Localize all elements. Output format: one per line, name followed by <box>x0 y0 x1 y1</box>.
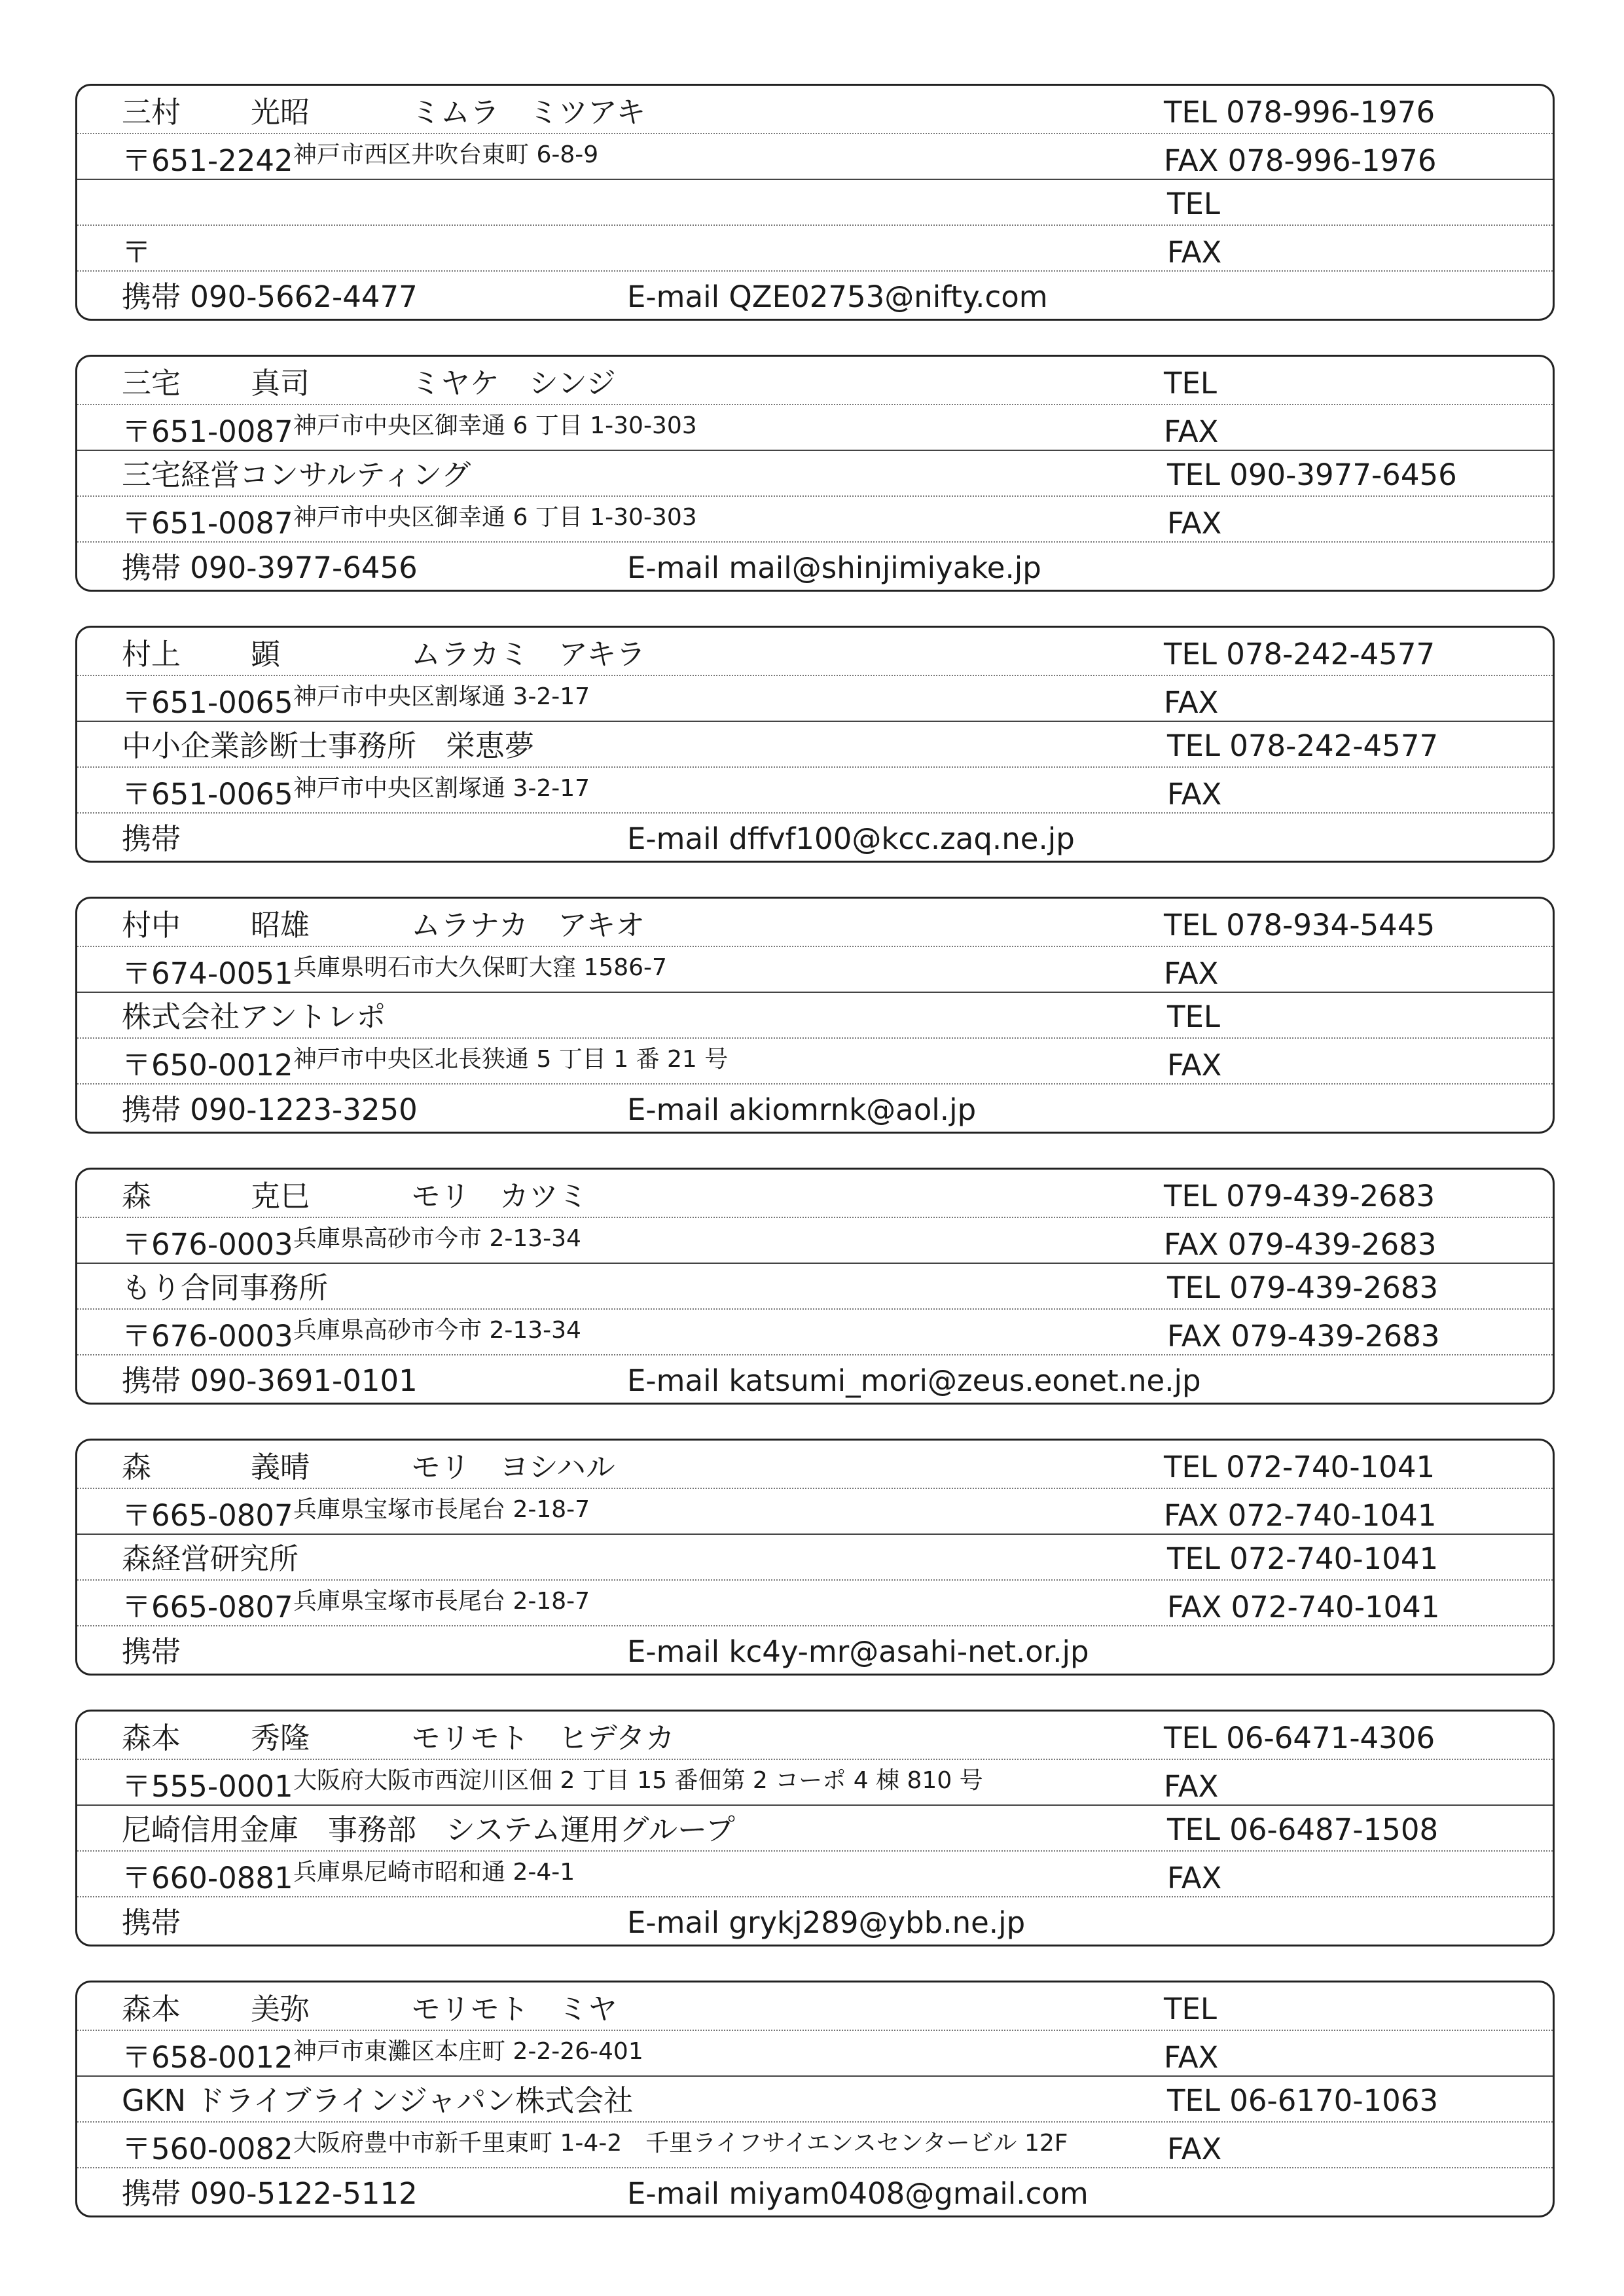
email[interactable]: E-mail kc4y-mr@asahi-net.or.jp <box>627 1634 1089 1669</box>
contact-card <box>75 1439 1555 1676</box>
work-fax: FAX 072-740-1041 <box>1167 1590 1440 1624</box>
work-tel: TEL 06-6170-1063 <box>1167 2083 1439 2118</box>
home-zip: 〒676-0003 <box>122 1227 293 1262</box>
mobile-phone: 携帯 090-3977-6456 <box>122 550 418 585</box>
contact-card <box>75 355 1555 592</box>
card-row <box>77 134 1553 180</box>
home-fax: FAX <box>1164 1769 1219 1804</box>
given-name: 光昭 <box>251 95 310 130</box>
work-tel: TEL 06-6487-1508 <box>1167 1812 1439 1847</box>
work-fax: FAX 079-439-2683 <box>1167 1319 1440 1354</box>
home-tel: TEL 06-6471-4306 <box>1164 1721 1435 1755</box>
mobile-phone: 携帯 <box>122 1634 181 1669</box>
home-address: 神戸市中央区割塚通 3-2-17 <box>293 683 590 710</box>
organization: もり合同事務所 <box>122 1270 329 1305</box>
card-row <box>77 1170 1553 1218</box>
contact-card <box>75 1710 1555 1946</box>
work-zip: 〒660-0881 <box>122 1861 293 1895</box>
work-address: 神戸市中央区割塚通 3-2-17 <box>293 775 590 802</box>
family-name: 森 <box>122 1450 152 1484</box>
work-address: 大阪府豊中市新千里東町 1-4-2 千里ライフサイエンスセンタービル 12F <box>293 2130 1068 2157</box>
card-row <box>77 180 1553 226</box>
card-row <box>77 1218 1553 1264</box>
kana-name: モリモト ヒデタカ <box>411 1721 675 1755</box>
kana-name: モリモト ミヤ <box>411 1992 618 2026</box>
given-name: 克巳 <box>251 1179 310 1213</box>
card-row <box>77 1581 1553 1626</box>
given-name: 顕 <box>251 637 281 672</box>
family-name: 森本 <box>122 1721 181 1755</box>
work-zip: 〒560-0082 <box>122 2132 293 2166</box>
card-row <box>77 272 1553 319</box>
card-row <box>77 86 1553 134</box>
family-name: 三宅 <box>122 366 181 401</box>
home-address: 神戸市西区井吹台東町 6-8-9 <box>293 141 599 168</box>
card-row <box>77 1760 1553 1806</box>
card-row <box>77 1535 1553 1581</box>
home-tel: TEL 078-242-4577 <box>1164 637 1435 672</box>
work-zip: 〒 <box>122 235 152 270</box>
work-tel: TEL 090-3977-6456 <box>1167 457 1457 492</box>
given-name: 秀隆 <box>251 1721 310 1755</box>
home-tel: TEL <box>1164 1992 1217 2026</box>
organization: 株式会社アントレポ <box>122 999 386 1034</box>
work-tel: TEL 072-740-1041 <box>1167 1541 1439 1576</box>
home-tel: TEL 078-934-5445 <box>1164 908 1435 942</box>
work-address: 兵庫県宝塚市長尾台 2-18-7 <box>293 1588 590 1615</box>
home-tel: TEL 072-740-1041 <box>1164 1450 1435 1484</box>
home-address: 神戸市東灘区本庄町 2-2-26-401 <box>293 2038 643 2065</box>
card-row <box>77 1982 1553 2031</box>
card-row <box>77 676 1553 722</box>
home-fax: FAX <box>1164 414 1219 449</box>
mobile-phone: 携帯 090-1223-3250 <box>122 1092 418 1127</box>
work-zip: 〒650-0012 <box>122 1048 293 1083</box>
kana-name: ミヤケ シンジ <box>411 366 616 401</box>
home-zip: 〒665-0807 <box>122 1498 293 1533</box>
card-row <box>77 1852 1553 1897</box>
email[interactable]: E-mail miyam0408@gmail.com <box>627 2176 1089 2211</box>
home-zip: 〒555-0001 <box>122 1769 293 1804</box>
contact-card <box>75 1981 1555 2217</box>
card-row <box>77 1626 1553 1674</box>
work-fax: FAX <box>1167 1861 1222 1895</box>
work-tel: TEL <box>1167 187 1220 221</box>
contact-card <box>75 1168 1555 1405</box>
kana-name: ムラナカ アキオ <box>411 908 645 942</box>
home-fax: FAX <box>1164 2040 1219 2075</box>
home-zip: 〒674-0051 <box>122 956 293 991</box>
home-fax: FAX 079-439-2683 <box>1164 1227 1437 1262</box>
work-tel: TEL <box>1167 999 1220 1034</box>
work-address: 兵庫県尼崎市昭和通 2-4-1 <box>293 1859 575 1886</box>
card-row <box>77 2031 1553 2077</box>
home-address: 兵庫県明石市大久保町大窪 1586-7 <box>293 954 667 981</box>
card-row <box>77 1264 1553 1310</box>
card-row <box>77 1489 1553 1535</box>
family-name: 森 <box>122 1179 152 1213</box>
card-row <box>77 768 1553 814</box>
given-name: 美弥 <box>251 1992 310 2026</box>
family-name: 森本 <box>122 1992 181 2026</box>
home-fax: FAX 072-740-1041 <box>1164 1498 1437 1533</box>
mobile-phone: 携帯 090-5662-4477 <box>122 279 418 314</box>
mobile-phone: 携帯 <box>122 1905 181 1940</box>
organization: GKN ドライブラインジャパン株式会社 <box>122 2083 634 2118</box>
card-row <box>77 1355 1553 1403</box>
home-fax: FAX <box>1164 956 1219 991</box>
work-fax: FAX <box>1167 1048 1222 1083</box>
work-fax: FAX <box>1167 777 1222 812</box>
family-name: 村上 <box>122 637 181 672</box>
home-address: 兵庫県高砂市今市 2-13-34 <box>293 1225 581 1252</box>
email[interactable]: E-mail dffvf100@kcc.zaq.ne.jp <box>627 821 1075 856</box>
card-row <box>77 1806 1553 1852</box>
work-zip: 〒651-0065 <box>122 777 293 812</box>
contact-card <box>75 84 1555 321</box>
family-name: 村中 <box>122 908 181 942</box>
home-zip: 〒651-0087 <box>122 414 293 449</box>
mobile-phone: 携帯 090-5122-5112 <box>122 2176 418 2211</box>
card-row <box>77 2123 1553 2168</box>
organization: 中小企業診断士事務所 栄恵夢 <box>122 728 535 763</box>
given-name: 真司 <box>251 366 310 401</box>
work-zip: 〒665-0807 <box>122 1590 293 1624</box>
work-fax: FAX <box>1167 506 1222 541</box>
home-tel: TEL <box>1164 366 1217 401</box>
kana-name: ムラカミ アキラ <box>411 637 646 672</box>
given-name: 昭雄 <box>251 908 310 942</box>
kana-name: モリ ヨシハル <box>411 1450 615 1484</box>
home-zip: 〒658-0012 <box>122 2040 293 2075</box>
work-tel: TEL 079-439-2683 <box>1167 1270 1439 1305</box>
card-row <box>77 814 1553 861</box>
organization: 尼崎信用金庫 事務部 システム運用グループ <box>122 1812 735 1847</box>
email[interactable]: E-mail grykj289@ybb.ne.jp <box>627 1905 1026 1940</box>
work-fax: FAX <box>1167 2132 1222 2166</box>
card-row <box>77 226 1553 272</box>
home-tel: TEL 078-996-1976 <box>1164 95 1435 130</box>
family-name: 三村 <box>122 95 181 130</box>
card-row <box>77 1310 1553 1355</box>
home-address: 兵庫県宝塚市長尾台 2-18-7 <box>293 1496 590 1523</box>
email[interactable]: E-mail mail@shinjimiyake.jp <box>627 550 1041 585</box>
card-row <box>77 1441 1553 1489</box>
mobile-phone: 携帯 <box>122 821 181 856</box>
home-fax: FAX 078-996-1976 <box>1164 143 1437 178</box>
work-fax: FAX <box>1167 235 1222 270</box>
card-row <box>77 2077 1553 2123</box>
work-address: 兵庫県高砂市今市 2-13-34 <box>293 1317 581 1344</box>
work-tel: TEL 078-242-4577 <box>1167 728 1439 763</box>
home-fax: FAX <box>1164 685 1219 720</box>
contact-card <box>75 897 1555 1134</box>
card-row <box>77 993 1553 1039</box>
work-address: 神戸市中央区北長狭通 5 丁目 1 番 21 号 <box>293 1046 729 1073</box>
home-zip: 〒651-0065 <box>122 685 293 720</box>
card-row <box>77 2168 1553 2215</box>
mobile-phone: 携帯 090-3691-0101 <box>122 1363 418 1398</box>
card-row <box>77 405 1553 451</box>
card-row <box>77 1897 1553 1945</box>
card-row <box>77 497 1553 543</box>
home-address: 神戸市中央区御幸通 6 丁目 1-30-303 <box>293 412 697 439</box>
card-row <box>77 1085 1553 1132</box>
kana-name: ミムラ ミツアキ <box>411 95 646 130</box>
contact-card <box>75 626 1555 863</box>
card-row <box>77 722 1553 768</box>
given-name: 義晴 <box>251 1450 310 1484</box>
card-row <box>77 451 1553 497</box>
home-address: 大阪府大阪市西淀川区佃 2 丁目 15 番佃第 2 コーポ 4 棟 810 号 <box>293 1767 983 1794</box>
work-zip: 〒676-0003 <box>122 1319 293 1354</box>
email[interactable]: E-mail akiomrnk@aol.jp <box>627 1092 977 1127</box>
card-row <box>77 543 1553 590</box>
kana-name: モリ カツミ <box>411 1179 588 1213</box>
card-row <box>77 899 1553 947</box>
card-row <box>77 628 1553 676</box>
work-address: 神戸市中央区御幸通 6 丁目 1-30-303 <box>293 504 697 531</box>
card-row <box>77 947 1553 993</box>
home-tel: TEL 079-439-2683 <box>1164 1179 1435 1213</box>
card-row <box>77 1039 1553 1085</box>
card-row <box>77 1712 1553 1760</box>
work-zip: 〒651-0087 <box>122 506 293 541</box>
home-zip: 〒651-2242 <box>122 143 293 178</box>
organization: 森経営研究所 <box>122 1541 299 1576</box>
email[interactable]: E-mail katsumi_mori@zeus.eonet.ne.jp <box>627 1363 1201 1398</box>
organization: 三宅経営コンサルティング <box>122 457 471 492</box>
card-row <box>77 357 1553 405</box>
email[interactable]: E-mail QZE02753@nifty.com <box>627 279 1048 314</box>
